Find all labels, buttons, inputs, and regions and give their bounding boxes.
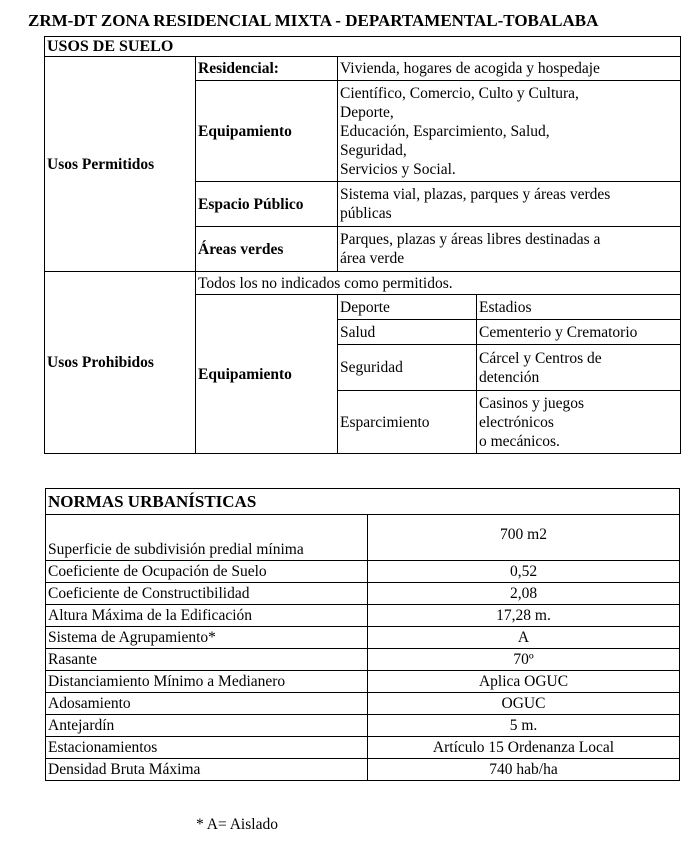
norma-value: 2,08 bbox=[368, 583, 680, 605]
text-line: electrónicos bbox=[479, 413, 554, 431]
norma-value: OGUC bbox=[368, 693, 680, 715]
norma-value: A bbox=[368, 627, 680, 649]
text-line: o mecánicos. bbox=[479, 432, 560, 450]
prohibido-detalle bbox=[477, 295, 681, 320]
norma-value: Artículo 15 Ordenanza Local bbox=[368, 737, 680, 759]
document-title: ZRM-DT ZONA RESIDENCIAL MIXTA - DEPARTAMENTAL-TOBALABA bbox=[28, 11, 599, 30]
norma-label: Distanciamiento Mínimo a Medianero bbox=[46, 671, 368, 693]
norma-label: Estacionamientos bbox=[46, 737, 368, 759]
usos-de-suelo-table bbox=[44, 36, 681, 454]
residencial-value: Vivienda, hogares de acogida y hospedaje bbox=[338, 57, 681, 81]
text-line: Seguridad, bbox=[340, 141, 407, 159]
equipamiento-permitido-value bbox=[338, 81, 681, 182]
usos-header: USOS DE SUELO bbox=[45, 37, 681, 57]
text-line: Deporte, bbox=[340, 103, 394, 121]
prohibido-detalle bbox=[477, 391, 681, 454]
text-line: Educación, Esparcimiento, Salud, bbox=[340, 122, 550, 140]
text-line: Servicios y Social. bbox=[340, 160, 456, 178]
usos-prohibidos-label: Usos Prohibidos bbox=[45, 272, 196, 454]
prohibido-detalle bbox=[477, 345, 681, 391]
equipamiento-prohibido-label: Equipamiento bbox=[196, 295, 338, 454]
text-line: detención bbox=[479, 368, 540, 386]
norma-label: Altura Máxima de la Edificación bbox=[46, 605, 368, 627]
norma-label: Coeficiente de Constructibilidad bbox=[46, 583, 368, 605]
norma-value: 70º bbox=[368, 649, 680, 671]
normas-header: NORMAS URBANÍSTICAS bbox=[46, 489, 680, 515]
norma-label: Superficie de subdivisión predial mínima bbox=[46, 515, 368, 561]
text-line: Cementerio y Crematorio bbox=[479, 323, 638, 341]
norma-label: Coeficiente de Ocupación de Suelo bbox=[46, 561, 368, 583]
normas-urbanisticas-table bbox=[45, 488, 680, 781]
text-line: Parques, plazas y áreas libres destinadas a bbox=[340, 231, 601, 248]
norma-label: Densidad Bruta Máxima bbox=[46, 759, 368, 781]
text-line: Casinos y juegos bbox=[479, 394, 585, 412]
norma-label: Rasante bbox=[46, 649, 368, 671]
norma-label: Adosamiento bbox=[46, 693, 368, 715]
text-line: Cárcel y Centros de bbox=[479, 349, 602, 367]
prohibido-tipo: Deporte bbox=[338, 295, 477, 320]
norma-value: 740 hab/ha bbox=[368, 759, 680, 781]
norma-value: 17,28 m. bbox=[368, 605, 680, 627]
norma-label: Antejardín bbox=[46, 715, 368, 737]
norma-label: Sistema de Agrupamiento* bbox=[46, 627, 368, 649]
norma-value: 0,52 bbox=[368, 561, 680, 583]
prohibidos-general: Todos los no indicados como permitidos. bbox=[196, 272, 681, 295]
text-line: Científico, Comercio, Culto y Cultura, bbox=[340, 84, 579, 102]
espacio-publico-label: Espacio Público bbox=[196, 182, 338, 227]
footnote: * A= Aislado bbox=[196, 816, 278, 833]
residencial-label: Residencial: bbox=[196, 57, 338, 81]
prohibido-tipo: Salud bbox=[338, 320, 477, 345]
areas-verdes-value bbox=[338, 227, 681, 272]
norma-value: 5 m. bbox=[368, 715, 680, 737]
prohibido-tipo: Esparcimiento bbox=[338, 391, 477, 454]
usos-permitidos-label: Usos Permitidos bbox=[45, 57, 196, 272]
text-line: públicas bbox=[340, 205, 392, 222]
prohibido-detalle bbox=[477, 320, 681, 345]
norma-value: 700 m2 bbox=[368, 515, 680, 561]
equipamiento-permitido-label: Equipamiento bbox=[196, 81, 338, 182]
text-line: área verde bbox=[340, 250, 405, 267]
text-line: Estadios bbox=[479, 298, 532, 316]
espacio-publico-value bbox=[338, 182, 681, 227]
norma-value: Aplica OGUC bbox=[368, 671, 680, 693]
text-line: Sistema vial, plazas, parques y áreas verdes bbox=[340, 186, 611, 203]
areas-verdes-label: Áreas verdes bbox=[196, 227, 338, 272]
prohibido-tipo: Seguridad bbox=[338, 345, 477, 391]
